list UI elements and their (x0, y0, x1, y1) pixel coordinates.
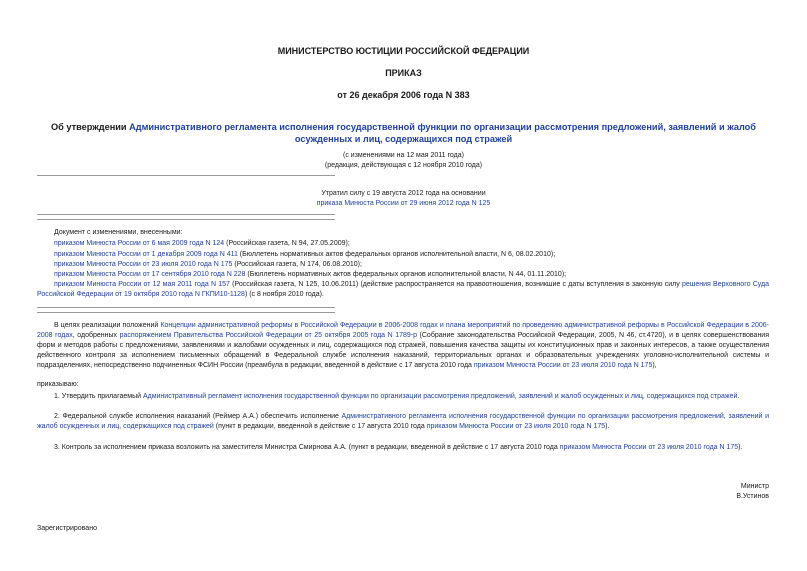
item-text: ). (738, 444, 743, 451)
divider (37, 312, 335, 313)
expired-basis-link[interactable]: приказа Минюста России от 29 июня 2012 года N 125 (316, 200, 491, 207)
amendment-item (54, 239, 350, 248)
preamble-text: В целях реализации положений (54, 322, 161, 329)
item-text: 1. Утвердить прилагаемый (54, 393, 143, 400)
amendment-source: (Российская газета, N 125, 10.06.2011) (действие распространяется на правоотношения, возникшие с даты вступления в законную силу (229, 281, 682, 288)
amendment-source: (Бюллетень нормативных актов федеральных органов исполнительной власти, N 44, 01.11.2010); (245, 271, 567, 278)
title-prefix: Об утверждении (51, 122, 130, 132)
divider (37, 175, 335, 176)
preamble-text: , одобренных (72, 332, 120, 339)
amendment-link[interactable]: приказом Минюста России от 17 сентября 2010 года N 228 (54, 271, 246, 278)
supreme-court-decision-link[interactable]: решения Верховного Суда Российской Федерации от 19 октября 2010 года N ГКПИ10-1128 (37, 281, 769, 298)
signature-name: В.Устинов (736, 493, 769, 500)
preamble-paragraph (37, 321, 769, 371)
document-type: ПРИКАЗ (385, 68, 422, 78)
order-item-2 (37, 412, 769, 432)
government-order-link[interactable]: распоряжением Правительства Российской Федерации от 25 октября 2005 года N 1789-р (119, 332, 417, 339)
item-text: ). (605, 423, 610, 430)
amending-order-link[interactable]: приказом Минюста России от 23 июля 2010 года N 175 (559, 444, 739, 451)
edition-note: (редакция, действующая с 12 ноября 2010 года) (324, 162, 483, 169)
ministry-heading: МИНИСТЕРСТВО ЮСТИЦИИ РОССИЙСКОЙ ФЕДЕРАЦИИ (277, 46, 530, 56)
order-word: приказываю: (37, 381, 79, 388)
expired-note: Утратил силу с 19 августа 2012 года на основании (321, 190, 486, 197)
item-text: 2. Федеральной службе исполнения наказаний (Реймер А.А.) обеспечить исполнение (54, 413, 342, 420)
amendment-effective-note: ) (с 8 ноября 2010 года). (244, 291, 324, 298)
amendment-source: (Российская газета, N 174, 06.08.2010); (232, 261, 362, 268)
amendment-item (54, 260, 362, 269)
divider (37, 214, 335, 215)
amending-order-link[interactable]: приказом Минюста России от 23 июля 2010 года N 175 (473, 362, 653, 369)
item-text: . (737, 393, 740, 400)
item-text: 3. Контроль за исполнением приказа возложить на заместителя Министра Смирнова А.А. (пункт в редакции, введенной в действие с 17 августа 2010 года (54, 444, 560, 451)
amendment-item (37, 280, 769, 300)
divider (37, 219, 335, 220)
item-text: (пункт в редакции, введенной в действие с 17 августа 2010 года (213, 423, 427, 430)
amendment-link[interactable]: приказом Минюста России от 23 июля 2010 года N 175 (54, 261, 233, 268)
amendment-source: (Российская газета, N 94, 27.05.2009); (224, 240, 350, 247)
amendments-intro: Документ с изменениями, внесенными: (54, 229, 183, 236)
order-item-1 (54, 392, 739, 401)
amending-order-link[interactable]: приказом Минюста России от 23 июля 2010 года N 175 (426, 423, 606, 430)
amendment-link[interactable]: приказом Минюста России от 6 мая 2009 года N 124 (54, 240, 225, 247)
amendment-item (54, 270, 566, 279)
amendment-item (54, 250, 555, 259)
preamble-text: ), (652, 362, 657, 369)
title-regulation-link[interactable]: Административного регламента исполнения государственной функции по организации рассмотрения предложений, заявлений и жалоб осужденных и лиц, содержащихся под стражей (129, 122, 756, 144)
order-item-3 (54, 443, 742, 452)
document-title (40, 121, 767, 145)
amendment-link[interactable]: приказом Минюста России от 12 мая 2011 года N 157 (54, 281, 230, 288)
regulation-link[interactable]: Административного регламента исполнения государственной функции по организации рассмотрения предложений, заявлений и жалоб осужденных и лиц, содержащихся под стражей (37, 413, 769, 430)
signature-position: Министр (740, 483, 769, 490)
amendment-link[interactable]: приказом Минюста России от 1 декабря 2009 года N 411 (54, 251, 238, 258)
document-date-number: от 26 декабря 2006 года N 383 (337, 90, 470, 100)
registered-label: Зарегистрировано (37, 525, 97, 532)
preamble-text: (Собрание законодательства Российской Федерации, 2005, N 46, ст.4720), и в целях совершенствования форм и методов работы с предложениями, заявлениями и жалобами осужденных и лиц, содержащихся под стражей, повышения качества защиты их конституционных прав и законных интересов, а также осуществления действенного контроля за исполнением письменных обращений в Федеральной службе исполнения наказаний, территориальных органах и образовательных учреждениях уголовно-исполнительной системы и подразделениях, непосредственно подчиненных ФСИН России (преамбула в редакции, введенной в действие с 17 августа 2010 года (37, 332, 770, 369)
amendment-source: (Бюллетень нормативных актов федеральных органов исполнительной власти, N 6, 08.02.2010); (237, 251, 556, 258)
changes-note: (с изменениями на 12 мая 2011 года) (343, 152, 464, 159)
divider (37, 307, 335, 308)
concept-link[interactable]: Концепции административной реформы в Российской Федерации в 2006-2008 годах и плана мероприятий по проведению административной реформы в Российской Федерации в 2006-2008 годах (37, 322, 769, 339)
regulation-link[interactable]: Административный регламент исполнения государственной функции по организации рассмотрения предложений, заявлений и жалоб осужденных и лиц, содержащихся под стражей (142, 393, 738, 400)
